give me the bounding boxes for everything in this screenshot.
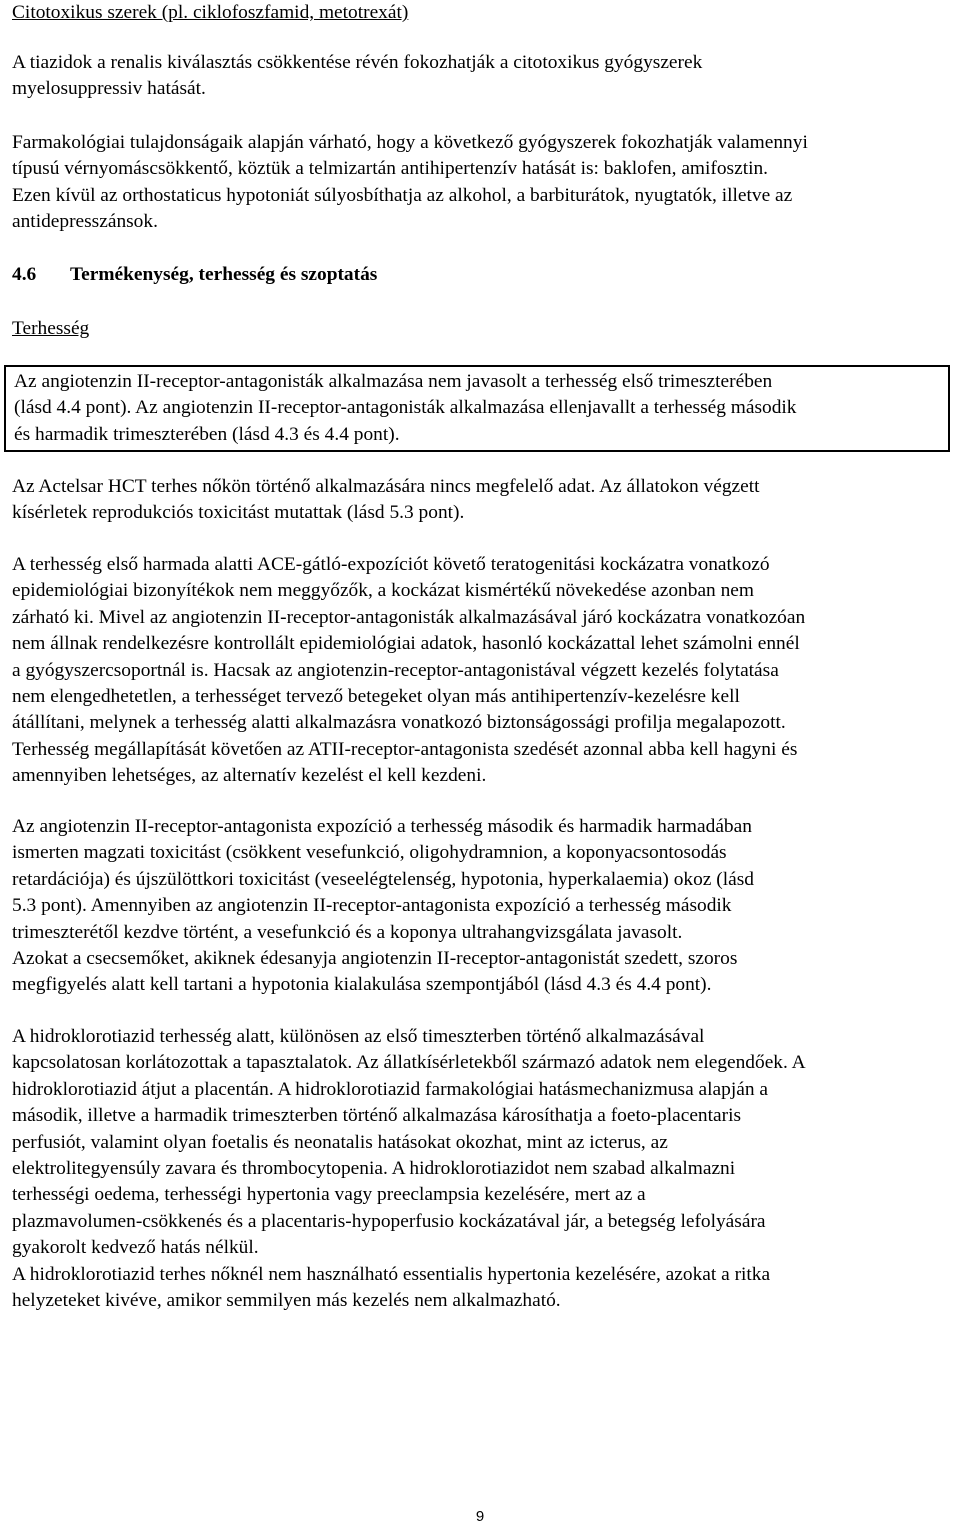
text-line: Terhesség megállapítását követően az ATII-receptor-antagonista szedését azonnal abba kell hagyni és — [12, 738, 798, 760]
text-line: ismerten magzati toxicitást (csökkent vesefunkció, oligohydramnion, a koponyacsontosodás — [12, 842, 727, 864]
text-line: második, illetve a harmadik trimeszterben történő alkalmazása károsíthatja a foeto-placentaris — [12, 1105, 742, 1127]
text-line: és harmadik trimeszterében (lásd 4.3 és 4.4 pont). — [14, 423, 400, 445]
text-line: átállítani, melynek a terhesség alatti alkalmazásra vonatkozó biztonságossági profilja megalapozott. — [12, 712, 786, 734]
page-number: 9 — [475, 1508, 485, 1525]
text-line: nem elengedhetetlen, a terhességet tervező betegeket olyan más antihipertenzív-kezelésre kell — [12, 686, 740, 708]
text-line: terhességi oedema, terhességi hypertonia vagy preeclampsia kezelésére, mert az a — [12, 1184, 646, 1206]
text-line: antidepresszánsok. — [12, 211, 158, 233]
section-title: Termékenység, terhesség és szoptatás — [70, 264, 378, 285]
cytotoxic-agents-label: Citotoxikus szerek (pl. ciklofoszfamid, metotrexát) — [12, 2, 409, 23]
section-number: 4.6 — [12, 264, 37, 285]
text-line: Az Actelsar HCT terhes nőkön történő alkalmazására nincs megfelelő adat. Az állatokon végzett — [12, 476, 760, 497]
text-line: epidemiológiai bizonyítékok nem meggyőzők, a kockázat kismértékű növekedése azonban nem — [12, 580, 754, 602]
text-line: zárható ki. Mivel az angiotenzin II-receptor-antagonisták alkalmazásával járó kockázatra vonatkozóan — [12, 606, 806, 628]
text-line: Az angiotenzin II-receptor-antagonista expozíció a terhesség második és harmadik harmadában — [12, 816, 752, 837]
text-line: myelosuppressiv hatását. — [12, 78, 206, 100]
text-line: A hidroklorotiazid terhesség alatt, különösen az első timeszterben történő alkalmazásával — [12, 1026, 705, 1047]
text-line: retardációja) és újszülöttkori toxicitást (veseelégtelenség, hypotonia, hyperkalaemia) okoz (lásd — [12, 868, 754, 890]
text-line: A terhesség első harmada alatti ACE-gátló-expozíciót követő teratogenitási kockázatra vonatkozó — [12, 554, 770, 575]
first-trimester-paragraph — [12, 552, 805, 790]
text-line: trimeszterétől kezdve történt, a vesefunkció és a koponya ultrahangvizsgálata javasolt. — [12, 921, 683, 943]
text-line: kísérletek reprodukciós toxicitást mutattak (lásd 5.3 pont). — [12, 502, 465, 524]
pharmacology-paragraph — [12, 130, 808, 236]
actelsar-paragraph — [12, 474, 760, 527]
text-line: kapcsolatosan korlátozottak a tapasztalatok. Az állatkísérletekből származó adatok nem elegendőek. A — [12, 1052, 806, 1074]
text-line: (lásd 4.4 pont). Az angiotenzin II-receptor-antagonisták alkalmazása ellenjavallt a terhesség második — [14, 397, 797, 419]
text-line: Farmakológiai tulajdonságaik alapján várható, hogy a következő gyógyszerek fokozhatják valamennyi — [12, 132, 808, 153]
text-line: nem állnak rendelkezésre kontrollált epidemiológiai adatok, hasonló kockázattal lehet számolni ennél — [12, 633, 800, 655]
text-line: plazmavolumen-csökkenés és a placentaris-hypoperfusio kockázatával jár, a betegség lefolyására — [12, 1210, 766, 1232]
cytotoxic-paragraph — [12, 50, 702, 103]
pregnancy-subheading: Terhesség — [12, 318, 90, 339]
text-line: elektrolitegyensúly zavara és thrombocytopenia. A hidroklorotiazidot nem szabad alkalmazni — [12, 1158, 736, 1180]
text-line: hidroklorotiazid átjut a placentán. A hidroklorotiazid farmakológiai hatásmechanizmusa alapján a — [12, 1078, 768, 1100]
hydrochlorothiazide-paragraph — [12, 1024, 806, 1314]
text-line: Ezen kívül az orthostaticus hypotoniát súlyosbíthatja az alkohol, a barbiturátok, nyugtatók, illetve az — [12, 184, 793, 206]
second-third-trimester-paragraph — [12, 814, 754, 999]
boxed-warning — [4, 365, 950, 452]
text-line: Azokat a csecsemőket, akiknek édesanyja angiotenzin II-receptor-antagonistát szedett, szoros — [12, 948, 738, 970]
text-line: A hidroklorotiazid terhes nőknél nem használható essentialis hypertonia kezelésére, azokat a ritka — [12, 1263, 771, 1285]
section-heading — [12, 262, 377, 288]
text-line: Az angiotenzin II-receptor-antagonisták alkalmazása nem javasolt a terhesség első trimeszterében — [14, 371, 773, 392]
text-line: gyakorolt kedvező hatás nélkül. — [12, 1237, 259, 1259]
text-line: a gyógyszercsoportnál is. Hacsak az angiotenzin-receptor-antagonistával végzett kezelés folytatása — [12, 659, 779, 681]
text-line: helyzeteket kivéve, amikor semmilyen más kezelés nem alkalmazható. — [12, 1290, 561, 1312]
text-line: perfusiót, valamint olyan foetalis és neonatalis hatásokat okozhat, mint az icterus, az — [12, 1131, 668, 1153]
text-line: típusú vérnyomáscsökkentő, köztük a telmizartán antihipertenzív hatását is: baklofen, amifosztin. — [12, 158, 769, 180]
text-line: A tiazidok a renalis kiválasztás csökkentése révén fokozhatják a citotoxikus gyógyszerek — [12, 52, 703, 73]
text-line: amennyiben lehetséges, az alternatív kezelést el kell kezdeni. — [12, 765, 487, 787]
text-line: megfigyelés alatt kell tartani a hypotonia kialakulása szempontjából (lásd 4.3 és 4.4 pont). — [12, 974, 712, 996]
text-line: 5.3 pont). Amennyiben az angiotenzin II-receptor-antagonista expozíció a terhesség második — [12, 895, 732, 917]
